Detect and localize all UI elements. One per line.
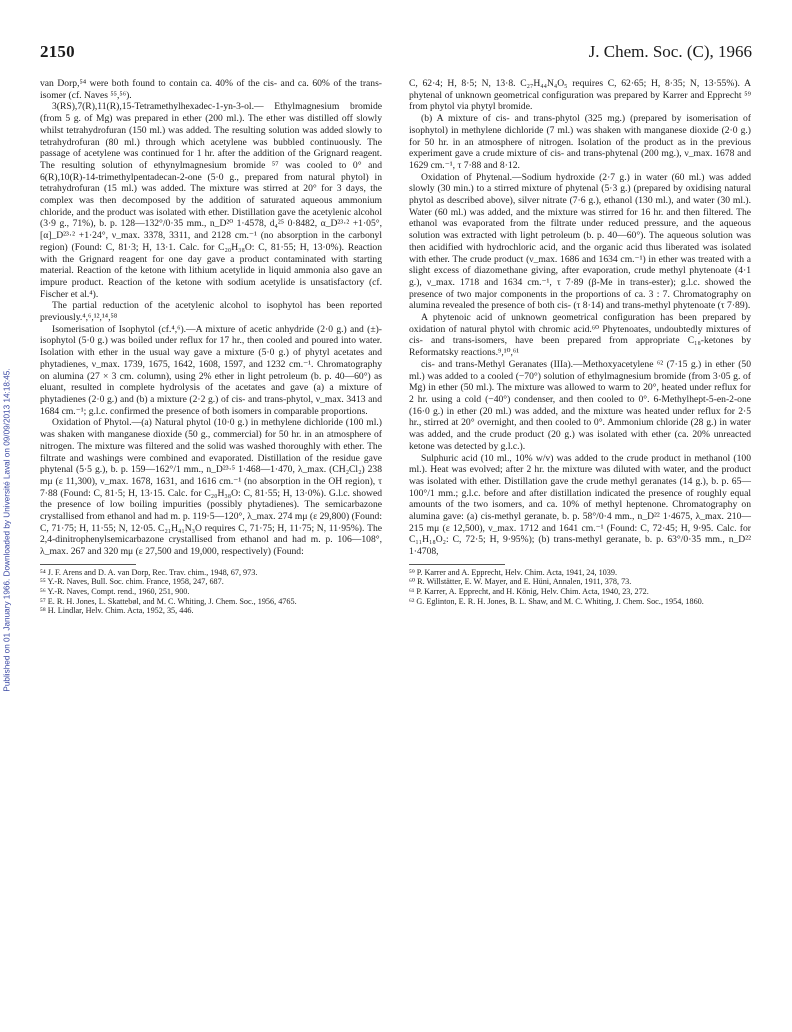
footnote: ⁵⁷ E. R. H. Jones, L. Skattebøl, and M. C. Whiting, J. Chem. Soc., 1956, 4765. (40, 596, 297, 606)
right-footnotes (409, 568, 751, 606)
download-notice (2, 150, 12, 910)
footnote: ⁶¹ P. Karrer, A. Epprecht, and H. König, Helv. Chim. Acta, 1940, 23, 272. (409, 587, 649, 597)
left-body (40, 78, 382, 558)
paragraph: cis- and trans-Methyl Geranates (IIIa).—Methoxyacetylene ⁶² (7·15 g.) in ether (50 ml.) was added to a cooled (−70°) solution of ethylmagnesium bromide (from 3·05 g. of Mg) in ether (50 ml.). The mixture was allowed to warm to 20°, heated under reflux for 2 hr. using a cold (−40°) condenser, and then cooled to 0°. 6-Methylhept-5-en-2-one (16·0 g.) in ether (20 ml.) was added, and the mixture was heated under reflux for 2·5 hr., stirred at 20° overnight, and then cooled to 0°. Ammonium chloride (28 g.) in water was added, and the crude product (20 g.) was isolated with ether (ca. 20% unreacted ketone was detected by g.l.c.). (409, 358, 751, 452)
page-number: 2150 (40, 42, 75, 61)
footnote: ⁵⁶ Y.-R. Naves, Compt. rend., 1960, 251, 900. (40, 587, 190, 597)
footnote: ⁵⁵ Y.-R. Naves, Bull. Soc. chim. France, 1958, 247, 687. (40, 577, 224, 587)
journal-title: J. Chem. Soc. (C), 1966 (588, 42, 752, 61)
footnote: ⁵⁸ H. Lindlar, Helv. Chim. Acta, 1952, 35, 446. (40, 606, 194, 616)
left-column (40, 78, 382, 616)
footnote-rule (409, 564, 505, 565)
paragraph: The partial reduction of the acetylenic alcohol to isophytol has been reported previously.⁴,⁶,¹²,¹⁴,⁵⁸ (40, 300, 382, 324)
footnote: ⁵⁹ P. Karrer and A. Epprecht, Helv. Chim. Acta, 1941, 24, 1039. (409, 567, 618, 577)
paragraph: C, 62·4; H, 8·5; N, 13·8. C₂₇H₄₄N₄O₅ requires C, 62·65; H, 8·35; N, 13·55%). A phytenal of unknown geometrical configuration was prepared by Karrer and Epprecht ⁵⁹ from phytol via phytyl bromide. (409, 78, 751, 113)
right-body (409, 78, 751, 558)
paragraph: 3(RS),7(R),11(R),15-Tetramethylhexadec-1-yn-3-ol.— Ethylmagnesium bromide (from 5 g. of Mg) was prepared in ether (200 ml.). The ether was distilled off slowly whilst tetrahydrofuran (150 ml.) was added. The resulting solution was added slowly to tetrahydrofuran (80 ml.) through which acetylene was bubbled continuously. The passage of acetylene was continued for 1 hr. after the addition of the Grignard reagent. The resulting solution of ethynylmagnesium bromide ⁵⁷ was cooled to 0° and 6(R),10(R)-14-trimethylpentadecan-2-one (5·0 g., prepared from natural phytol) in tetrahydrofuran (15 ml.) was added. The mixture was stirred at 20° for 3 days, the complex was then decomposed by the addition of saturated aqueous ammonium chloride, and the product was isolated with ether. Distillation gave the acetylenic alcohol (3·9 g., 71%), b. p. 128—132°/0·35 mm., n_D²⁰ 1·4578, d₄²⁵ 0·8482, α_D²³·² +1·05°, [α]_D²³·² +1·24°, ν_max. 3378, 3311, and 2128 cm.⁻¹ (no absorption in the carbonyl region) (Found: C, 81·3; H, 13·1. Calc. for C₂₀H₃₈O: C, 81·55; H, 13·0%). Reaction with the Grignard reagent for one day gave a product contaminated with starting material. Reaction of the ketone with lithium acetylide in liquid ammonia also gave an impure product. Reaction of the ketone with sodium acetylide is unsatisfactory (cf. Fischer et al.⁴). (40, 101, 382, 300)
page-header (40, 42, 752, 64)
footnote-rule (40, 564, 136, 565)
left-footnotes (40, 568, 382, 616)
footnote: ⁵⁴ J. F. Arens and D. A. van Dorp, Rec. Trav. chim., 1948, 67, 973. (40, 567, 258, 577)
paragraph: Oxidation of Phytol.—(a) Natural phytol (10·0 g.) in methylene dichloride (100 ml.) was shaken with manganese dioxide (50 g., commercial) for 50 hr. in an atmosphere of nitrogen. The mixture was filtered and the solid was washed thoroughly with ether. The filtrate and washings were combined and evaporated. Distillation of the residue gave phytenal (5·5 g.), b. p. 159—162°/1 mm., n_D²³·⁵ 1·468—1·470, λ_max. (CH₂Cl₂) 238 mμ (ε 11,300), ν_max. 1678, 1631, and 1616 cm.⁻¹ (no absorption in the OH region), τ 7·88 (Found: C, 81·5; H, 13·15. Calc. for C₂₀H₃₈O: C, 81·55; H, 13·0%). G.l.c. showed the presence of low boiling impurities (possibly phytadienes). The semicarbazone crystallised from ethanol and had m. p. 119·5—120°, λ_max. 274 mμ (ε 29,800) (Found: C, 71·75; H, 11·55; N, 12·05. C₂₁H₄₁N₃O requires C, 71·75; H, 11·75; N, 11·95%). The 2,4-dinitrophenylsemicarbazone crystallised from ethanol and had m. p. 106—108°, λ_max. 267 and 320 mμ (ε 27,500 and 19,000, respectively) (Found: (40, 417, 382, 558)
right-column (409, 78, 751, 606)
download-notice-text: Published on 01 January 1966. Downloaded by Université Laval on 09/09/2013 14:18:45. (2, 368, 12, 692)
paragraph: Oxidation of Phytenal.—Sodium hydroxide (2·7 g.) in water (60 ml.) was added slowly (30 min.) to a stirred mixture of phytenal (5·3 g.) (prepared by oxidising natural phytol as described above), silver nitrate (7·6 g.), ethanol (130 ml.), and water (30 ml.). Water (60 ml.) was added, and the mixture was stirred for 16 hr. and then filtered. The ethanol was evaporated from the filtrate under reduced pressure, and the aqueous solution was extracted with light petroleum (b. p. 40—60°). The aqueous solution was then acidified with hydrochloric acid, and the organic acid thus liberated was isolated with ether. The crude product (ν_max. 1686 and 1634 cm.⁻¹) in ether was treated with a slight excess of diazomethane giving, after evaporation, crude methyl phytenoate (4·1 g.), ν_max. 1718 and 1634 cm.⁻¹, τ 7·89 (β-Me in trans-ester); g.l.c. showed the presence of two major components in the proportions of ca. 3 : 7. Chromatography on alumina revealed the presence of both cis- (τ 8·14) and trans-methyl phytenoate (τ 7·89). (409, 171, 751, 312)
paragraph: van Dorp,⁵⁴ were both found to contain ca. 40% of the cis- and ca. 60% of the trans-isomer (cf. Naves ⁵⁵,⁵⁶). (40, 78, 382, 101)
paragraph: (b) A mixture of cis- and trans-phytol (325 mg.) (prepared by isomerisation of isophytol) in methylene dichloride (7 ml.) was shaken with manganese dioxide (2·0 g.) for 50 hr. in an atmosphere of nitrogen. Isolation of the product as in the previous experiment gave a crude mixture of cis- and trans-phytenal (200 mg.), ν_max. 1678 and 1629 cm.⁻¹, τ 7·88 and 8·12. (409, 113, 751, 171)
paragraph: A phytenoic acid of unknown geometrical configuration has been prepared by oxidation of natural phytol with chromic acid.⁶⁰ Phytenoates, undoubtedly mixtures of cis- and trans-isomers, have been prepared from appropriate C₁₈-ketones by Reformatsky reactions.⁹,¹⁰,⁶¹ (409, 312, 751, 359)
paragraph: Sulphuric acid (10 ml., 10% w/v) was added to the crude product in methanol (100 ml.). Heat was evolved; after 2 hr. the mixture was diluted with water, and the product was isolated with ether. Distillation gave the crude methyl geranates (14 g.), b. p. 65—100°/1 mm.; g.l.c. before and after distillation indicated the presence of roughly equal amounts of the two isomers, and ca. 10% of methyl heptenone. Chromatography on alumina gave: (a) cis-methyl geranate, b. p. 58°/0·4 mm., n_D²² 1·4675, λ_max. 210—215 mμ (ε 12,500), ν_max. 1712 and 1641 cm.⁻¹ (Found: C, 72·45; H, 9·95. Calc. for C₁₁H₁₈O₂: C, 72·5; H, 9·95%); (b) trans-methyl geranate, b. p. 63°/0·35 mm., n_D²² 1·4708, (409, 452, 751, 558)
paragraph: Isomerisation of Isophytol (cf.⁴,⁶).—A mixture of acetic anhydride (2·0 g.) and (±)-isophytol (5·0 g.) was boiled under reflux for 17 hr., then cooled and poured into water. Isolation with ether in the usual way gave a mixture (5·0 g.) of phytyl acetates and phytadienes, ν_max. 1739, 1675, 1642, 1608, 1597, and 1232 cm.⁻¹. Chromatography on alumina (27 × 3 cm. column), using 2% ether in light petroleum (b. p. 40—60°) as eluant, resulted in complete hydrolysis of the acetates and gave (a) a mixture of phytadienes (2·0 g.) and (b) a mixture (2·2 g.) of cis- and trans-phytol, ν_max. 3413 and 1684 cm.⁻¹; g.l.c. confirmed the presence of both isomers in comparable proportions. (40, 323, 382, 417)
footnote: ⁶⁰ R. Willstätter, E. W. Mayer, and E. Hüni, Annalen, 1911, 378, 73. (409, 577, 632, 587)
footnote: ⁶² G. Eglinton, E. R. H. Jones, B. L. Shaw, and M. C. Whiting, J. Chem. Soc., 1954, 1860. (409, 596, 704, 606)
